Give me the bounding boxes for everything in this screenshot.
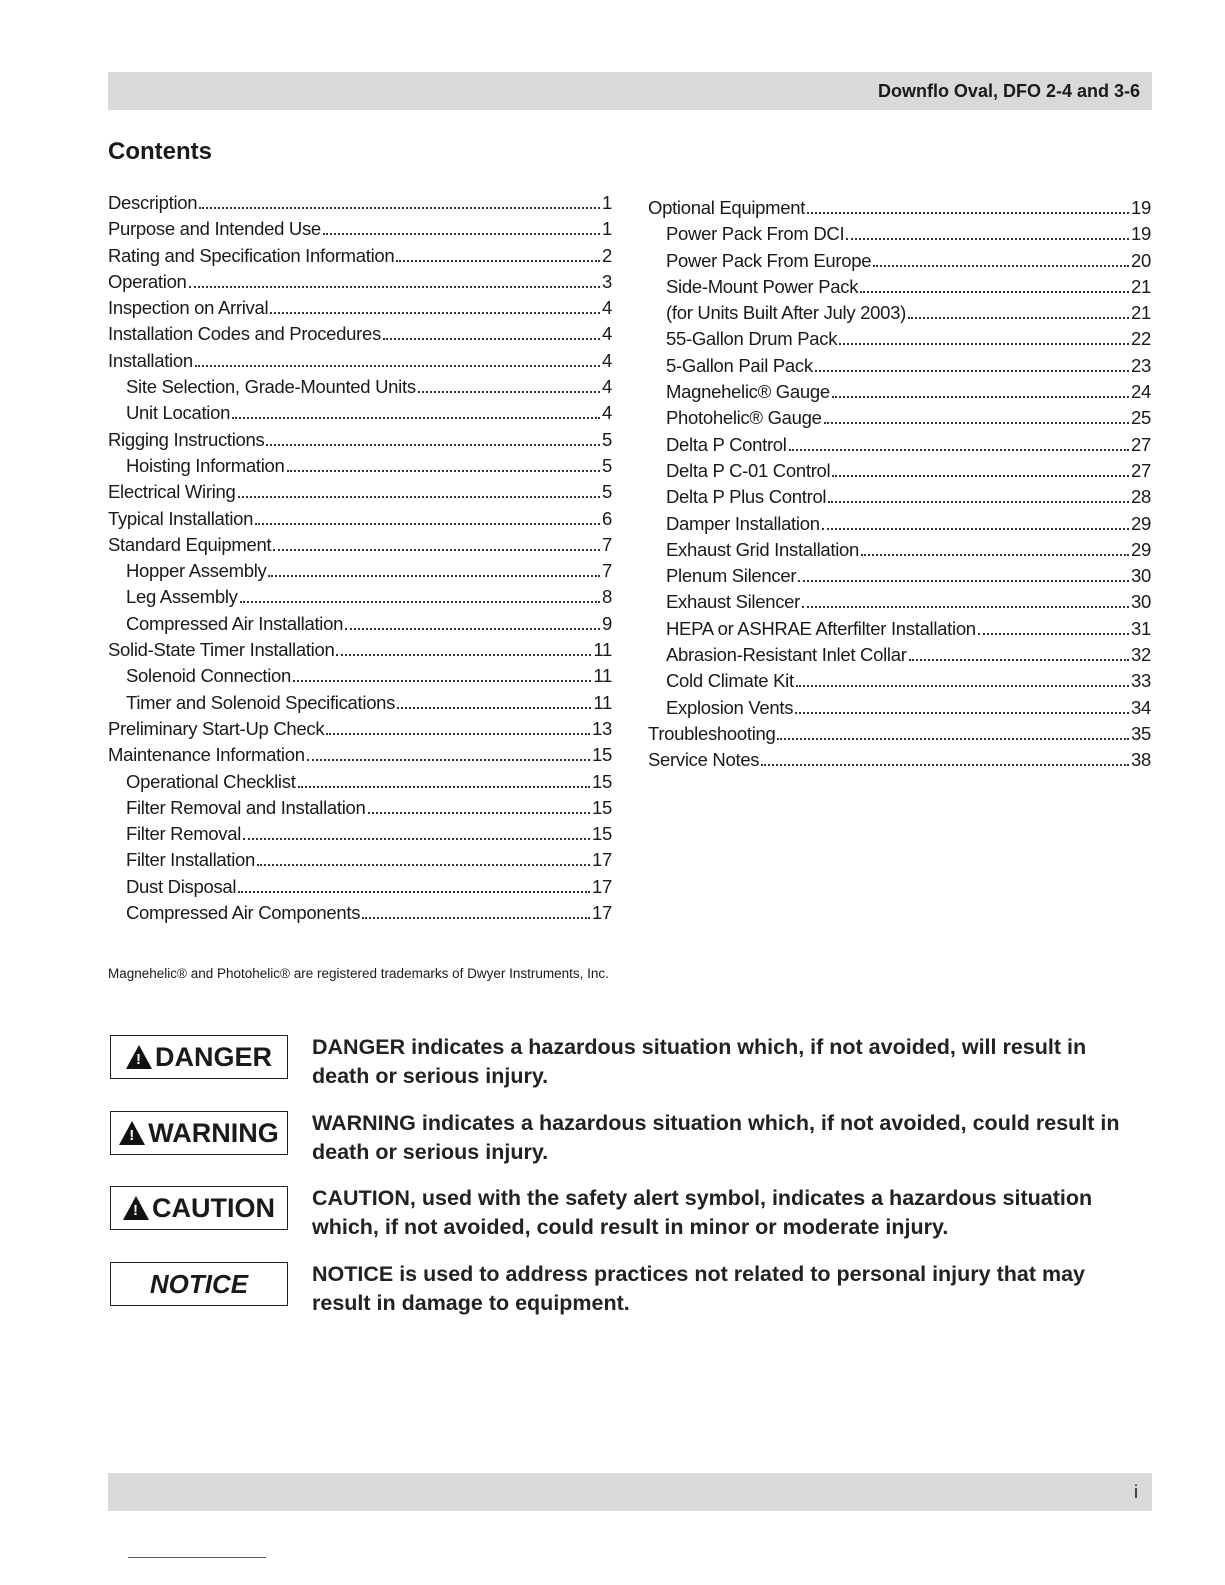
toc-entry-label: Filter Removal bbox=[126, 823, 242, 845]
toc-entry[interactable] bbox=[108, 876, 612, 902]
toc-leader-dots bbox=[307, 758, 590, 761]
toc-entry-page: 15 bbox=[592, 823, 612, 845]
toc-entry[interactable] bbox=[648, 276, 1151, 302]
toc-entry-label: Operation bbox=[108, 270, 187, 292]
toc-leader-dots bbox=[326, 732, 590, 735]
toc-leader-dots bbox=[396, 259, 600, 262]
toc-entry-label: Unit Location bbox=[126, 402, 231, 424]
toc-entry-page: 29 bbox=[1131, 512, 1151, 534]
toc-leader-dots bbox=[189, 285, 600, 288]
toc-entry-label: Plenum Silencer bbox=[666, 565, 797, 587]
toc-right-column bbox=[648, 197, 1151, 776]
toc-entry-page: 19 bbox=[1131, 223, 1151, 245]
warning-text: WARNING indicates a hazardous situation which, if not avoided, could result in death or serious injury. bbox=[312, 1111, 1120, 1164]
toc-leader-dots bbox=[362, 916, 590, 919]
toc-leader-dots bbox=[287, 469, 600, 472]
toc-entry[interactable] bbox=[108, 323, 612, 349]
toc-entry-label: Rating and Specification Information bbox=[108, 244, 395, 266]
toc-entry-label: Electrical Wiring bbox=[108, 481, 236, 503]
toc-entry-page: 7 bbox=[602, 560, 612, 582]
toc-entry-label: Power Pack From Europe bbox=[666, 249, 872, 271]
toc-entry-page: 30 bbox=[1131, 565, 1151, 587]
toc-entry[interactable] bbox=[648, 302, 1151, 328]
toc-entry[interactable] bbox=[108, 744, 612, 770]
toc-entry-page: 35 bbox=[1131, 722, 1151, 744]
toc-entry[interactable] bbox=[648, 328, 1151, 354]
toc-entry-label: Solenoid Connection bbox=[126, 665, 292, 687]
header-title: Downflo Oval, DFO 2-4 and 3-6 bbox=[877, 81, 1140, 101]
toc-entry-label: HEPA or ASHRAE Afterfilter Installation bbox=[666, 617, 976, 639]
toc-entry-page: 7 bbox=[602, 533, 612, 555]
toc-entry-page: 11 bbox=[593, 665, 612, 687]
toc-entry-page: 28 bbox=[1131, 486, 1151, 508]
toc-leader-dots bbox=[798, 579, 1129, 582]
toc-entry[interactable] bbox=[648, 197, 1151, 223]
toc-entry-label: Timer and Solenoid Specifications bbox=[126, 691, 396, 713]
toc-entry-label: Exhaust Silencer bbox=[666, 591, 801, 613]
toc-entry-page: 17 bbox=[592, 849, 612, 871]
toc-leader-dots bbox=[345, 627, 600, 630]
toc-entry-label: Compressed Air Components bbox=[126, 902, 361, 924]
toc-entry-label: Service Notes bbox=[648, 749, 760, 771]
toc-entry[interactable] bbox=[108, 797, 612, 823]
toc-entry[interactable] bbox=[648, 697, 1151, 723]
toc-entry-label: Maintenance Information bbox=[108, 744, 305, 766]
toc-entry-label: Typical Installation bbox=[108, 507, 254, 529]
toc-leader-dots bbox=[238, 495, 600, 498]
toc-leader-dots bbox=[232, 416, 600, 419]
page-number: i bbox=[1134, 1482, 1138, 1502]
toc-entry[interactable] bbox=[648, 565, 1151, 591]
trademark-note: Magnehelic® and Photohelic® are registered trademarks of Dwyer Instruments, Inc. bbox=[108, 966, 609, 981]
toc-entry-page: 38 bbox=[1131, 749, 1151, 771]
warning-label-box bbox=[110, 1111, 288, 1155]
toc-entry[interactable] bbox=[648, 223, 1151, 249]
toc-entry-page: 31 bbox=[1131, 617, 1151, 639]
toc-leader-dots bbox=[238, 890, 590, 893]
toc-leader-dots bbox=[257, 863, 590, 866]
safety-alert-icon bbox=[126, 1045, 152, 1069]
toc-entry-label: 5-Gallon Pail Pack bbox=[666, 354, 813, 376]
toc-entry[interactable] bbox=[648, 355, 1151, 381]
toc-entry-page: 5 bbox=[602, 481, 612, 503]
toc-entry[interactable] bbox=[108, 718, 612, 744]
toc-entry-page: 3 bbox=[602, 270, 612, 292]
danger-label-box bbox=[110, 1035, 288, 1079]
toc-entry[interactable] bbox=[108, 639, 612, 665]
toc-entry[interactable] bbox=[108, 376, 612, 402]
footer-bar bbox=[108, 1473, 1152, 1511]
toc-leader-dots bbox=[789, 448, 1129, 451]
toc-entry-label: Filter Installation bbox=[126, 849, 255, 871]
toc-entry-page: 2 bbox=[602, 244, 612, 266]
link-underline bbox=[128, 1557, 266, 1558]
toc-entry-label: Delta P Plus Control bbox=[666, 486, 827, 508]
toc-entry-page: 30 bbox=[1131, 591, 1151, 613]
notice-text: NOTICE is used to address practices not related to personal injury that may result in damage to equipment. bbox=[312, 1262, 1086, 1315]
toc-entry-label: Damper Installation bbox=[666, 512, 820, 534]
caution-text: CAUTION, used with the safety alert symbol, indicates a hazardous situation which, if not avoided, could result in minor or moderate injury. bbox=[312, 1186, 1093, 1239]
toc-entry[interactable] bbox=[108, 823, 612, 849]
toc-entry-page: 21 bbox=[1131, 302, 1151, 324]
toc-entry-label: Operational Checklist bbox=[126, 770, 296, 792]
toc-entry[interactable] bbox=[648, 486, 1151, 512]
toc-leader-dots bbox=[839, 342, 1129, 345]
toc-entry-label: Solid-State Timer Installation bbox=[108, 639, 335, 661]
toc-leader-dots bbox=[846, 237, 1129, 240]
toc-leader-dots bbox=[336, 653, 591, 656]
toc-leader-dots bbox=[195, 364, 600, 367]
caution-label-box bbox=[110, 1186, 288, 1230]
toc-entry-label: 55-Gallon Drum Pack bbox=[666, 328, 838, 350]
toc-entry-page: 29 bbox=[1131, 538, 1151, 560]
toc-entry-label: (for Units Built After July 2003) bbox=[666, 302, 906, 324]
notice-label: NOTICE bbox=[149, 1268, 249, 1299]
toc-entry[interactable] bbox=[648, 618, 1151, 644]
toc-entry-label: Dust Disposal bbox=[126, 875, 237, 897]
toc-leader-dots bbox=[832, 474, 1129, 477]
toc-entry-label: Standard Equipment bbox=[108, 533, 272, 555]
toc-entry-page: 13 bbox=[592, 717, 612, 739]
toc-entry-page: 5 bbox=[602, 428, 612, 450]
toc-entry[interactable] bbox=[108, 402, 612, 428]
danger-label: DANGER bbox=[154, 1041, 272, 1072]
toc-leader-dots bbox=[383, 337, 600, 340]
toc-entry[interactable] bbox=[648, 407, 1151, 433]
toc-entry-label: Compressed Air Installation bbox=[126, 612, 344, 634]
toc-entry-page: 9 bbox=[602, 612, 612, 634]
toc-leader-dots bbox=[268, 574, 600, 577]
toc-leader-dots bbox=[861, 553, 1129, 556]
toc-entry-page: 1 bbox=[602, 218, 612, 240]
toc-entry-page: 4 bbox=[602, 376, 612, 398]
toc-leader-dots bbox=[777, 737, 1129, 740]
toc-entry[interactable] bbox=[648, 591, 1151, 617]
toc-entry-page: 25 bbox=[1131, 407, 1151, 429]
toc-entry-label: Exhaust Grid Installation bbox=[666, 538, 860, 560]
toc-leader-dots bbox=[978, 632, 1129, 635]
toc-leader-dots bbox=[266, 443, 600, 446]
toc-entry-page: 17 bbox=[592, 875, 612, 897]
toc-entry-page: 20 bbox=[1131, 249, 1151, 271]
toc-entry-page: 4 bbox=[602, 323, 612, 345]
toc-leader-dots bbox=[908, 316, 1129, 319]
toc-entry-page: 27 bbox=[1131, 433, 1151, 455]
toc-leader-dots bbox=[802, 605, 1129, 608]
toc-leader-dots bbox=[824, 421, 1129, 424]
toc-entry[interactable] bbox=[108, 692, 612, 718]
toc-leader-dots bbox=[418, 390, 600, 393]
safety-alert-icon bbox=[119, 1121, 145, 1145]
safety-alert-icon bbox=[123, 1196, 149, 1220]
toc-entry-page: 34 bbox=[1131, 696, 1151, 718]
toc-entry-label: Side-Mount Power Pack bbox=[666, 275, 859, 297]
toc-entry-page: 15 bbox=[592, 796, 612, 818]
toc-entry[interactable] bbox=[108, 245, 612, 271]
toc-entry-page: 33 bbox=[1131, 670, 1151, 692]
toc-leader-dots bbox=[255, 522, 600, 525]
toc-leader-dots bbox=[298, 785, 590, 788]
toc-entry-label: Hopper Assembly bbox=[126, 560, 267, 582]
toc-leader-dots bbox=[828, 500, 1129, 503]
toc-entry-page: 4 bbox=[602, 297, 612, 319]
toc-entry-label: Site Selection, Grade-Mounted Units bbox=[126, 376, 416, 398]
toc-entry-label: Rigging Instructions bbox=[108, 428, 265, 450]
toc-entry[interactable] bbox=[648, 513, 1151, 539]
toc-leader-dots bbox=[796, 684, 1129, 687]
toc-entry[interactable] bbox=[108, 429, 612, 455]
toc-leader-dots bbox=[273, 548, 600, 551]
toc-entry[interactable] bbox=[648, 539, 1151, 565]
toc-leader-dots bbox=[909, 658, 1129, 661]
toc-entry[interactable] bbox=[108, 665, 612, 691]
toc-leader-dots bbox=[761, 763, 1129, 766]
toc-entry-page: 6 bbox=[602, 507, 612, 529]
toc-entry[interactable] bbox=[108, 350, 612, 376]
toc-entry[interactable] bbox=[108, 271, 612, 297]
toc-entry-label: Optional Equipment bbox=[648, 197, 806, 218]
toc-entry-page: 17 bbox=[592, 902, 612, 924]
toc-entry-page: 27 bbox=[1131, 459, 1151, 481]
toc-entry[interactable] bbox=[108, 613, 612, 639]
toc-entry[interactable] bbox=[108, 534, 612, 560]
toc-entry-page: 4 bbox=[602, 402, 612, 424]
toc-leader-dots bbox=[243, 837, 590, 840]
toc-entry-label: Abrasion-Resistant Inlet Collar bbox=[666, 644, 907, 666]
toc-entry[interactable] bbox=[108, 218, 612, 244]
toc-entry-page: 5 bbox=[602, 454, 612, 476]
toc-leader-dots bbox=[240, 600, 600, 603]
toc-entry[interactable] bbox=[108, 508, 612, 534]
toc-entry-page: 11 bbox=[593, 639, 612, 661]
toc-entry[interactable] bbox=[108, 455, 612, 481]
toc-entry-label: Troubleshooting bbox=[648, 722, 776, 744]
notice-label-box bbox=[110, 1262, 288, 1306]
toc-leader-dots bbox=[795, 711, 1129, 714]
toc-entry-label: Purpose and Intended Use bbox=[108, 218, 321, 240]
toc-entry-label: Description bbox=[108, 192, 198, 213]
toc-entry-page: 19 bbox=[1131, 197, 1151, 218]
toc-entry[interactable] bbox=[108, 297, 612, 323]
toc-entry-label: Leg Assembly bbox=[126, 586, 238, 608]
toc-entry-label: Filter Removal and Installation bbox=[126, 796, 366, 818]
toc-entry[interactable] bbox=[648, 749, 1151, 775]
toc-entry-label: Power Pack From DCI bbox=[666, 223, 845, 245]
toc-leader-dots bbox=[368, 811, 590, 814]
toc-entry[interactable] bbox=[648, 250, 1151, 276]
toc-entry-page: 22 bbox=[1131, 328, 1151, 350]
toc-entry[interactable] bbox=[108, 849, 612, 875]
toc-entry-label: Cold Climate Kit bbox=[666, 670, 794, 692]
toc-leader-dots bbox=[873, 264, 1129, 267]
toc-entry-label: Explosion Vents bbox=[666, 696, 794, 718]
caution-label: CAUTION bbox=[152, 1192, 275, 1223]
toc-entry-page: 24 bbox=[1131, 381, 1151, 403]
toc-entry-page: 4 bbox=[602, 349, 612, 371]
header-bar bbox=[108, 72, 1152, 110]
toc-entry[interactable] bbox=[108, 902, 612, 928]
toc-entry-label: Preliminary Start-Up Check bbox=[108, 717, 325, 739]
toc-entry-page: 21 bbox=[1131, 275, 1151, 297]
toc-entry-label: Magnehelic® Gauge bbox=[666, 381, 830, 403]
toc-leader-dots bbox=[822, 527, 1129, 530]
toc-entry-page: 1 bbox=[602, 192, 612, 213]
toc-entry-page: 23 bbox=[1131, 354, 1151, 376]
toc-entry[interactable] bbox=[108, 560, 612, 586]
toc-entry-page: 15 bbox=[592, 744, 612, 766]
toc-leader-dots bbox=[832, 395, 1129, 398]
toc-leader-dots bbox=[397, 706, 591, 709]
toc-entry-label: Hoisting Information bbox=[126, 454, 285, 476]
toc-entry[interactable] bbox=[648, 644, 1151, 670]
toc-left-column bbox=[108, 192, 612, 928]
toc-entry-page: 15 bbox=[592, 770, 612, 792]
toc-entry[interactable] bbox=[648, 434, 1151, 460]
toc-leader-dots bbox=[199, 206, 600, 209]
toc-entry-label: Photohelic® Gauge bbox=[666, 407, 822, 429]
toc-entry[interactable] bbox=[108, 481, 612, 507]
toc-leader-dots bbox=[293, 679, 591, 682]
toc-entry[interactable] bbox=[648, 381, 1151, 407]
toc-entry[interactable] bbox=[108, 586, 612, 612]
toc-entry[interactable] bbox=[648, 670, 1151, 696]
toc-leader-dots bbox=[815, 369, 1129, 372]
toc-entry-page: 8 bbox=[602, 586, 612, 608]
toc-entry-label: Delta P Control bbox=[666, 433, 787, 455]
toc-entry-label: Installation bbox=[108, 349, 193, 371]
toc-entry-page: 11 bbox=[593, 691, 612, 713]
toc-leader-dots bbox=[270, 311, 600, 314]
toc-entry-page: 32 bbox=[1131, 644, 1151, 666]
toc-entry-label: Installation Codes and Procedures bbox=[108, 323, 381, 345]
contents-title: Contents bbox=[108, 138, 212, 165]
toc-entry[interactable] bbox=[648, 460, 1151, 486]
toc-leader-dots bbox=[860, 290, 1129, 293]
toc-entry[interactable] bbox=[648, 723, 1151, 749]
toc-entry[interactable] bbox=[108, 771, 612, 797]
toc-entry[interactable] bbox=[108, 192, 612, 218]
warning-label: WARNING bbox=[148, 1117, 279, 1148]
danger-text: DANGER indicates a hazardous situation which, if not avoided, will result in death or serious injury. bbox=[312, 1035, 1087, 1088]
toc-entry-label: Delta P C-01 Control bbox=[666, 459, 831, 481]
toc-leader-dots bbox=[807, 211, 1129, 214]
toc-leader-dots bbox=[323, 232, 600, 235]
toc-entry-label: Inspection on Arrival bbox=[108, 297, 269, 319]
